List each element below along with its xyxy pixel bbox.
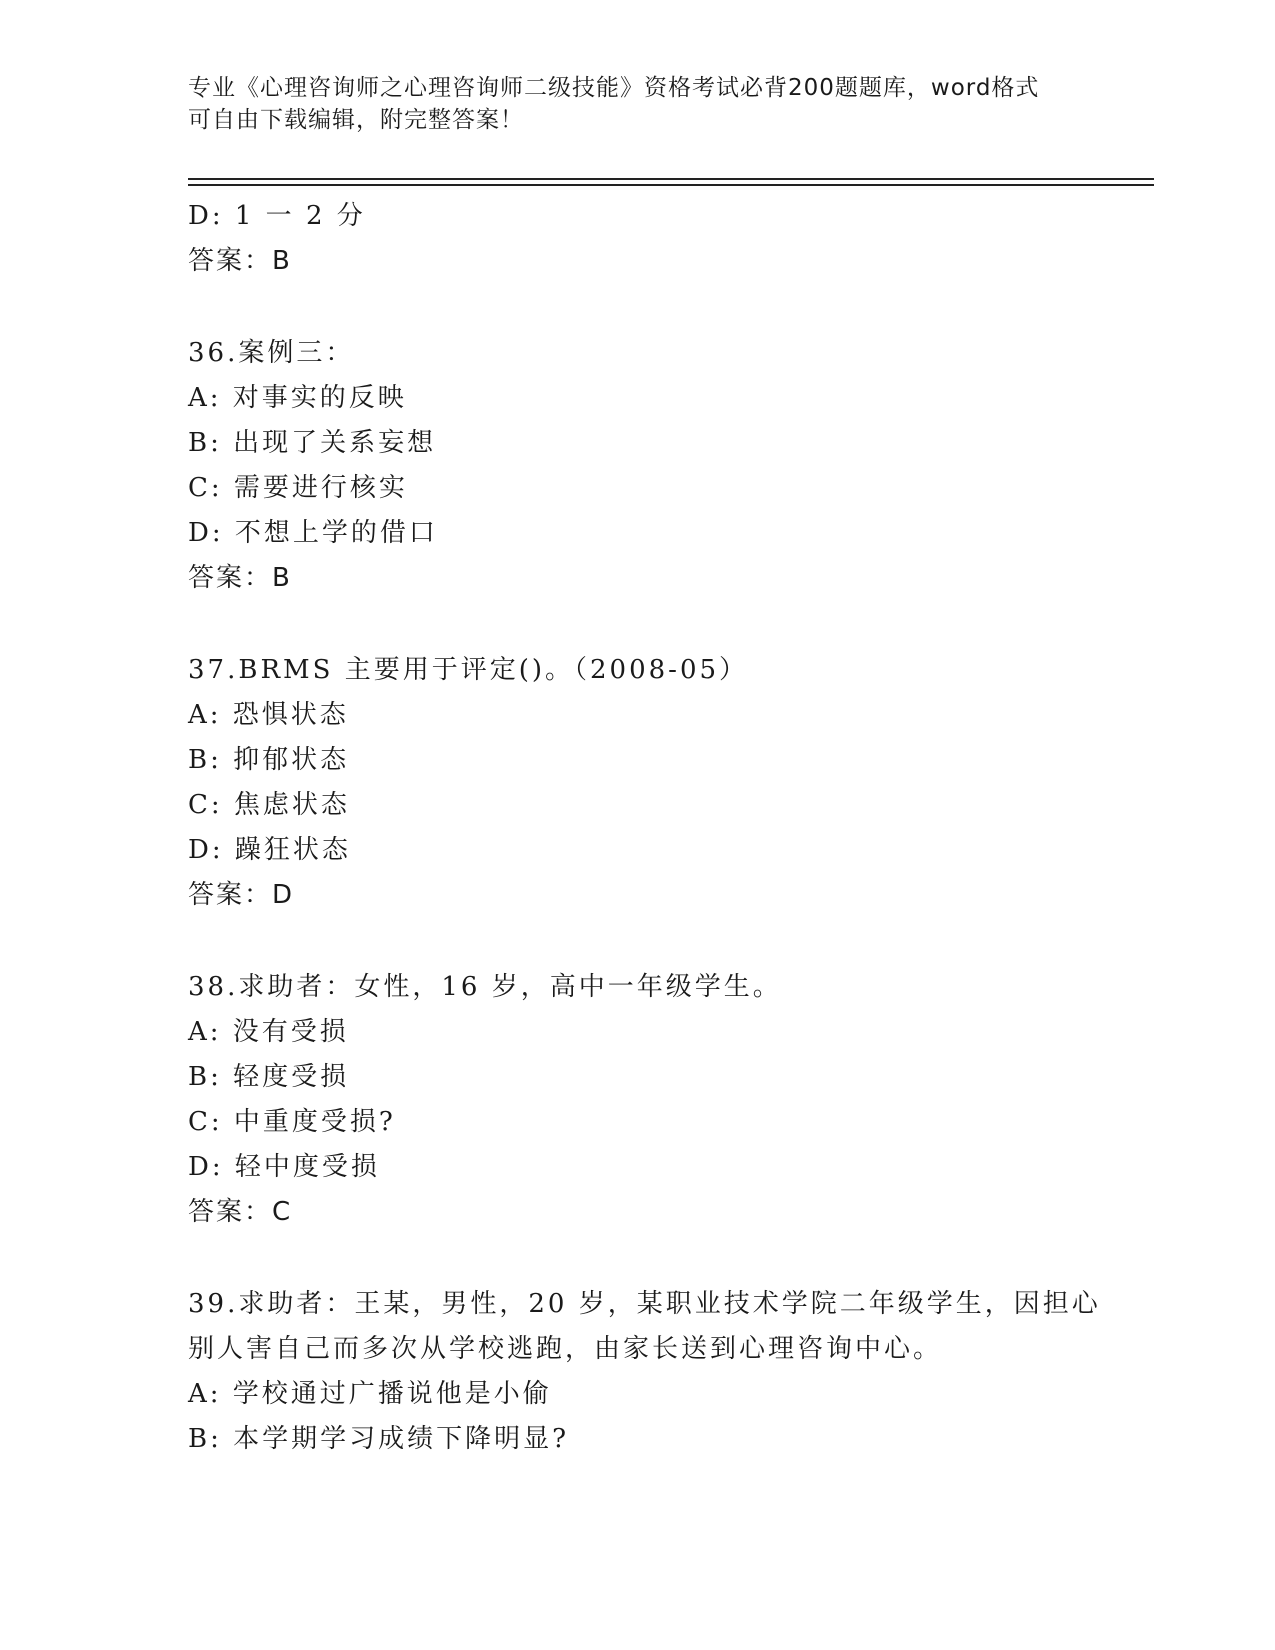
question-spacer [188, 918, 1088, 965]
option-a: A: 学校通过广播说他是小偷 [188, 1379, 552, 1409]
option-a: A: 恐惧状态 [188, 700, 349, 730]
question-38 [188, 965, 1088, 1235]
option-a: A: 对事实的反映 [188, 383, 407, 413]
option-d: D: 躁狂状态 [188, 835, 351, 865]
question-37 [188, 648, 1088, 918]
option-a: A: 没有受损 [188, 1017, 349, 1047]
option-d: D: 1 一 2 分 [188, 201, 366, 231]
document-header [188, 72, 1068, 136]
answer-line: 答案：B [188, 246, 292, 276]
question-spacer [188, 284, 1088, 331]
question-stem: 39.求助者：王某，男性，20 岁，某职业技术学院二年级学生，因担心 [188, 1289, 1101, 1319]
question-spacer [188, 1235, 1088, 1282]
option-c: C: 中重度受损? [188, 1107, 396, 1137]
question-stem: 38.求助者：女性，16 岁，高中一年级学生。 [188, 972, 782, 1002]
header-title-line-2: 可自由下载编辑，附完整答案！ [188, 107, 524, 133]
option-c: C: 焦虑状态 [188, 790, 350, 820]
answer-line: 答案：C [188, 1197, 293, 1227]
option-b: B: 抑郁状态 [188, 745, 350, 775]
question-stem: 36.案例三： [188, 338, 355, 368]
option-d: D: 不想上学的借口 [188, 518, 438, 548]
question-fragment [188, 194, 1088, 284]
option-b: B: 本学期学习成绩下降明显? [188, 1424, 570, 1454]
option-b: B: 轻度受损 [188, 1062, 350, 1092]
question-stem-continued: 别人害自己而多次从学校逃跑，由家长送到心理咨询中心。 [188, 1334, 943, 1364]
header-title-line-1: 专业《心理咨询师之心理咨询师二级技能》资格考试必背200题题库，word格式 [188, 75, 1040, 101]
option-c: C: 需要进行核实 [188, 473, 408, 503]
option-d: D: 轻中度受损 [188, 1152, 380, 1182]
question-stem: 37.BRMS 主要用于评定()。（2008-05） [188, 655, 749, 685]
answer-line: 答案：D [188, 880, 295, 910]
question-39 [188, 1282, 1101, 1462]
question-36 [188, 331, 1088, 601]
answer-line: 答案：B [188, 563, 292, 593]
question-spacer [188, 601, 1088, 648]
question-list [188, 194, 1101, 1462]
header-divider-bottom [188, 184, 1154, 186]
option-b: B: 出现了关系妄想 [188, 428, 437, 458]
header-divider-top [188, 178, 1154, 180]
